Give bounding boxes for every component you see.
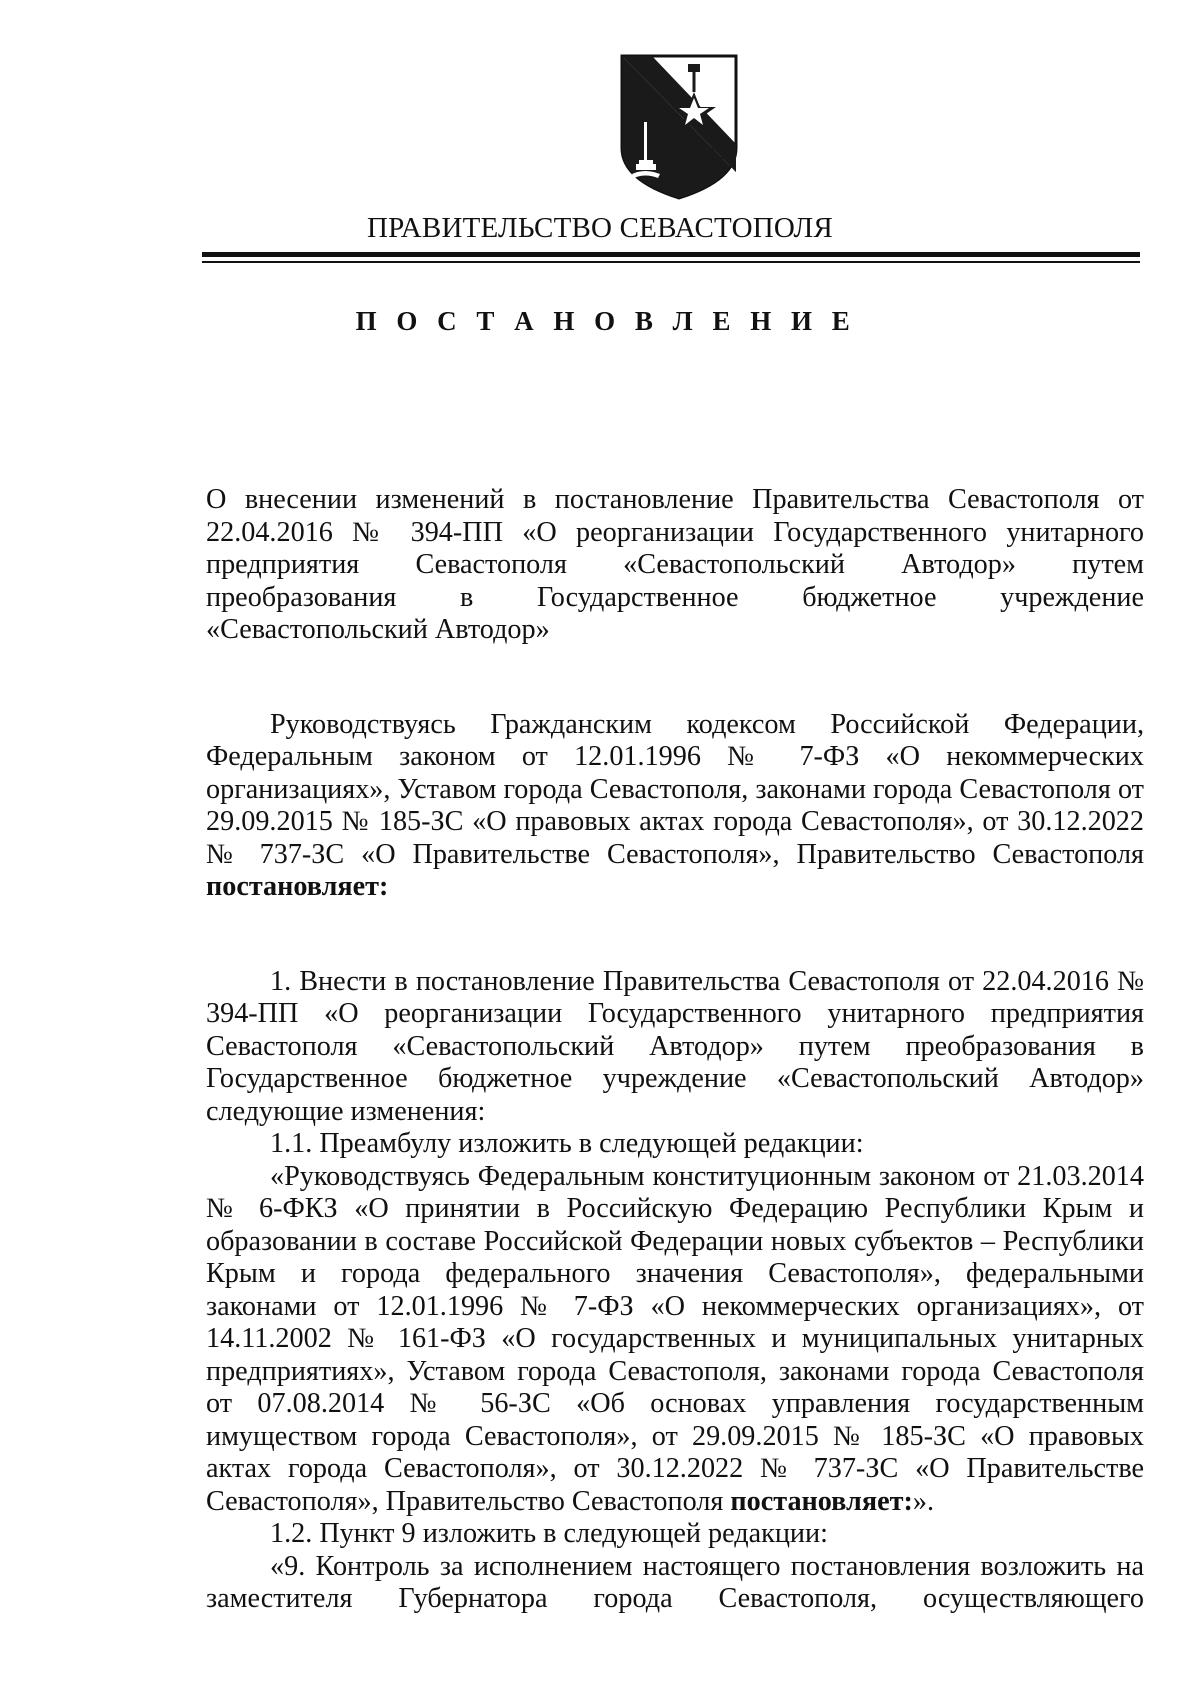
preamble-decree-word: постановляет: [206, 871, 389, 902]
item-1-1-quote-text: «Руководствуясь Федеральным конституционным законом от 21.03.2014 № 6-ФКЗ «О принятии в Российскую Федерацию Республики Крым и образовании в составе Российской Федерации новых субъектов – Республики Крым и города федерального значения Севастополя», федеральными законами от 12.01.1996 № 7-ФЗ «О некоммерческих организациях», от 14.11.2002 № 161-ФЗ «О государственных и муниципальных унитарных предприятиях», Уставом города Севастополя, законами города Севастополя от 07.08.2014 № 56-ЗС «Об основах управления государственным имуществом города Севастополя», от 29.09.2015 № 185-ЗС «О правовых актах города Севастополя», от 30.12.2022 № 737-ЗС «О Правительстве Севастополя», Правительство Севастополя [206, 1160, 1144, 1517]
document-type: П О С Т А Н О В Л Е Н И Е [355, 306, 857, 336]
item-1-1-quote-decree-word: постановляет: [730, 1485, 913, 1517]
item-1-1-quote [206, 1161, 1144, 1519]
item-1-2: 1.2. Пункт 9 изложить в следующей редакции: [270, 1518, 828, 1549]
item-1-1: 1.1. Преамбулу изложить в следующей редакции: [270, 1128, 864, 1159]
organization-name: ПРАВИТЕЛЬСТВО СЕВАСТОПОЛЯ [367, 212, 833, 244]
document-body [206, 484, 1144, 1616]
preamble-paragraph [206, 709, 1144, 904]
coat-of-arms-emblem [618, 52, 740, 202]
header-rule-thick [202, 252, 1140, 257]
item-1: 1. Внести в постановление Правительства Севастополя от 22.04.2016 № 394-ПП «О реорганизации Государственного унитарного предприятия Севастополя «Севастопольский Автодор» путем преобразования в Государственное бюджетное учреждение «Севастопольский Автодор» следующие изменения: [206, 965, 1144, 1127]
item-1-2-quote: «9. Контроль за исполнением настоящего постановления возложить на заместителя Губернатора города Севастополя, осуществляющего [206, 1550, 1144, 1614]
preamble-text: Руководствуясь Гражданским кодексом Российской Федерации, Федеральным законом от 12.01.1996 № 7-ФЗ «О некоммерческих организациях», Уставом города Севастополя, законами города Севастополя от 29.09.2015 № 185-ЗС «О правовых актах города Севастополя», от 30.12.2022 № 737-ЗС «О Правительстве Севастополя», Правительство Севастополя [206, 708, 1144, 870]
spacer [206, 904, 1144, 966]
spacer [206, 647, 1144, 709]
header-rule-thin [202, 261, 1140, 263]
sevastopol-coat-of-arms-icon [618, 52, 740, 202]
document-title: О внесении изменений в постановление Правительства Севастополя от 22.04.2016 № 394-ПП «О реорганизации Государственного унитарного предприятия Севастополя «Севастопольский Автодор» путем преобразования в Государственное бюджетное учреждение «Севастопольский Автодор» [206, 484, 1144, 645]
item-1-1-quote-end: ». [912, 1485, 934, 1517]
